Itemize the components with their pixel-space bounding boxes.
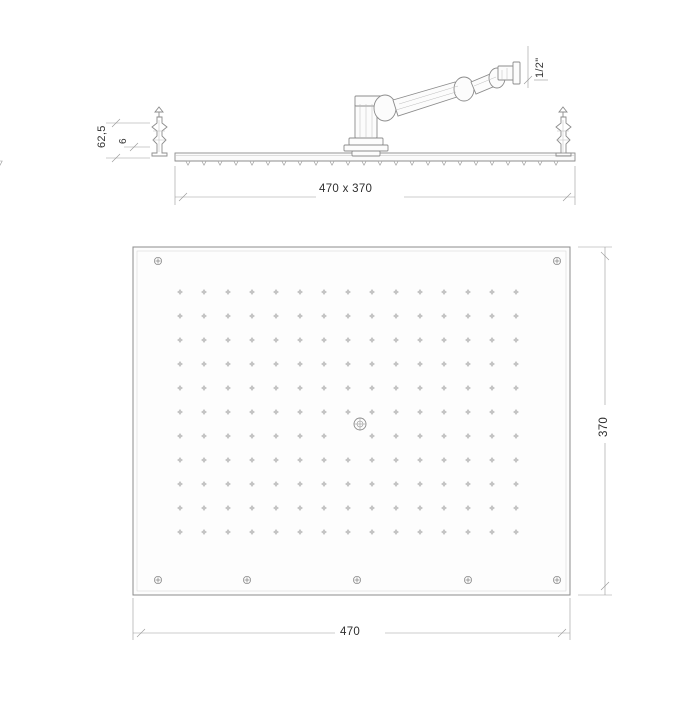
height-dimension-small-label: 6	[118, 138, 129, 144]
height-dimension-label: 62,5	[96, 125, 108, 148]
plan-view	[133, 247, 612, 640]
left-mounting-bracket	[152, 107, 167, 156]
depth-dimension-label: 370	[598, 416, 610, 437]
overall-width-dimension	[175, 166, 575, 205]
side-elevation-view	[0, 46, 575, 205]
articulated-arm-assembly	[344, 62, 520, 156]
width-dimension-label: 470	[340, 626, 361, 638]
top-overall-dimension-label: 470 x 370	[319, 183, 373, 195]
center-fitting	[354, 418, 366, 430]
nozzle-row-side	[0, 161, 558, 165]
right-mounting-bracket	[556, 107, 571, 156]
inlet-thread-label: 1/2"	[534, 57, 546, 78]
